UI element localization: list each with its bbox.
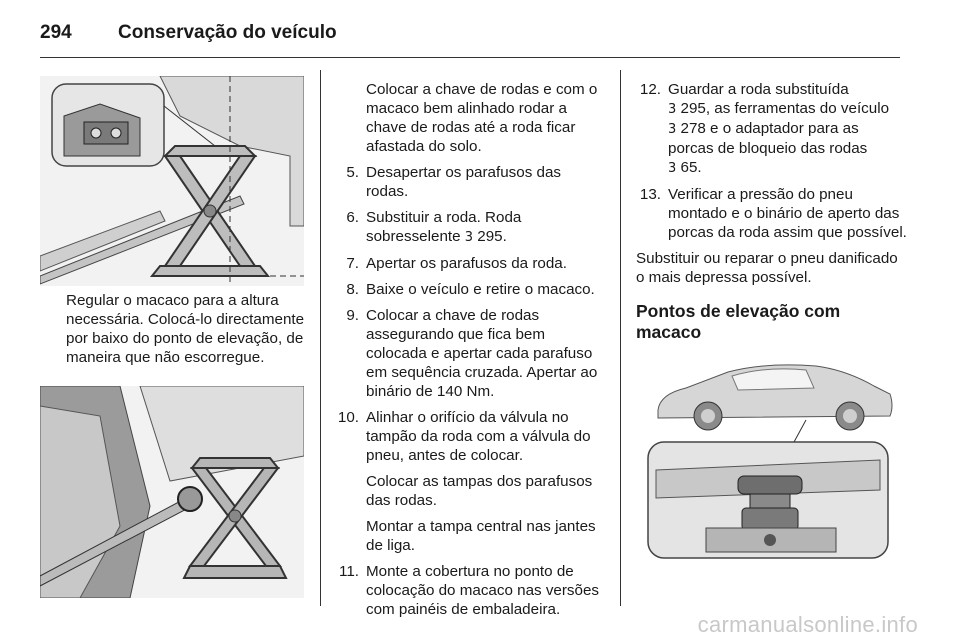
page-ref-arrow[interactable]: 3 — [464, 230, 474, 245]
column-divider-1 — [320, 70, 321, 606]
jack-under-car-illustration — [40, 386, 304, 598]
list-item: 13. Verificar a pressão do pneu montado e o binário de aperto das porcas da roda assim que possível. — [639, 186, 907, 241]
page-ref-arrow[interactable]: 3 — [668, 102, 677, 117]
step-4-continuation: Colocar a chave de rodas e com o macaco bem alinhado rodar a chave de rodas até a roda ficar afastada do solo. — [366, 81, 598, 155]
column-3 — [624, 80, 908, 343]
jacking-point-illustration — [646, 350, 900, 560]
column-2 — [322, 80, 604, 626]
list-item: 12. Guardar a roda substituída 3 295, as ferramentas do veículo 3 278 e o adaptador para as porcas de bloqueio das rodas 3 65. — [639, 81, 890, 176]
page-ref-arrow[interactable]: 3 — [668, 122, 677, 137]
list-item: 6. Substituir a roda. Roda sobresselente 3 295. — [346, 209, 522, 245]
section-heading: Pontos de elevação com macaco — [636, 301, 841, 342]
page-header — [0, 0, 960, 60]
steps-list-continued — [624, 80, 908, 242]
list-item: 10. Alinhar o orifício da válvula no tampão da roda com a válvula do pneu, antes de colocar. Colocar as tampas dos parafusos das rodas. Montar a tampa central nas jantes de liga. — [322, 408, 604, 555]
page-ref-arrow[interactable]: 3 — [668, 161, 677, 176]
step-10-sub-1: Colocar as tampas dos parafusos das rodas. — [366, 473, 593, 509]
watermark: carmanualsonline.info — [697, 612, 918, 637]
list-item: 8. Baixe o veículo e retire o macaco. — [346, 281, 595, 298]
jack-positioning-illustration — [40, 76, 304, 286]
steps-list — [322, 163, 604, 619]
page-number: 294 — [40, 22, 72, 43]
jack-adjust-paragraph: Regular o macaco para a altura necessária. Colocá-lo directamente por baixo do ponto de elevação, de maneira que não escorregue. — [66, 292, 305, 366]
list-item: 9. Colocar a chave de rodas assegurando que fica bem colocada e apertar cada parafuso em sequência cruzada. Apertar ao binário de 140 Nm. — [346, 307, 598, 400]
list-item: 7. Apertar os parafusos da roda. — [346, 255, 567, 272]
replace-tyre-note: Substituir ou reparar o pneu danificado o mais depressa possível. — [636, 250, 898, 286]
step-10-sub-2: Montar a tampa central nas jantes de liga. — [366, 518, 596, 554]
list-item: 11. Monte a cobertura no ponto de colocação do macaco nas versões com painéis de embaladeira. — [339, 563, 600, 618]
header-rule — [40, 57, 900, 58]
page-title: Conservação do veículo — [118, 22, 337, 43]
list-item: 5. Desapertar os parafusos das rodas. — [346, 164, 562, 200]
column-divider-2 — [620, 70, 621, 606]
